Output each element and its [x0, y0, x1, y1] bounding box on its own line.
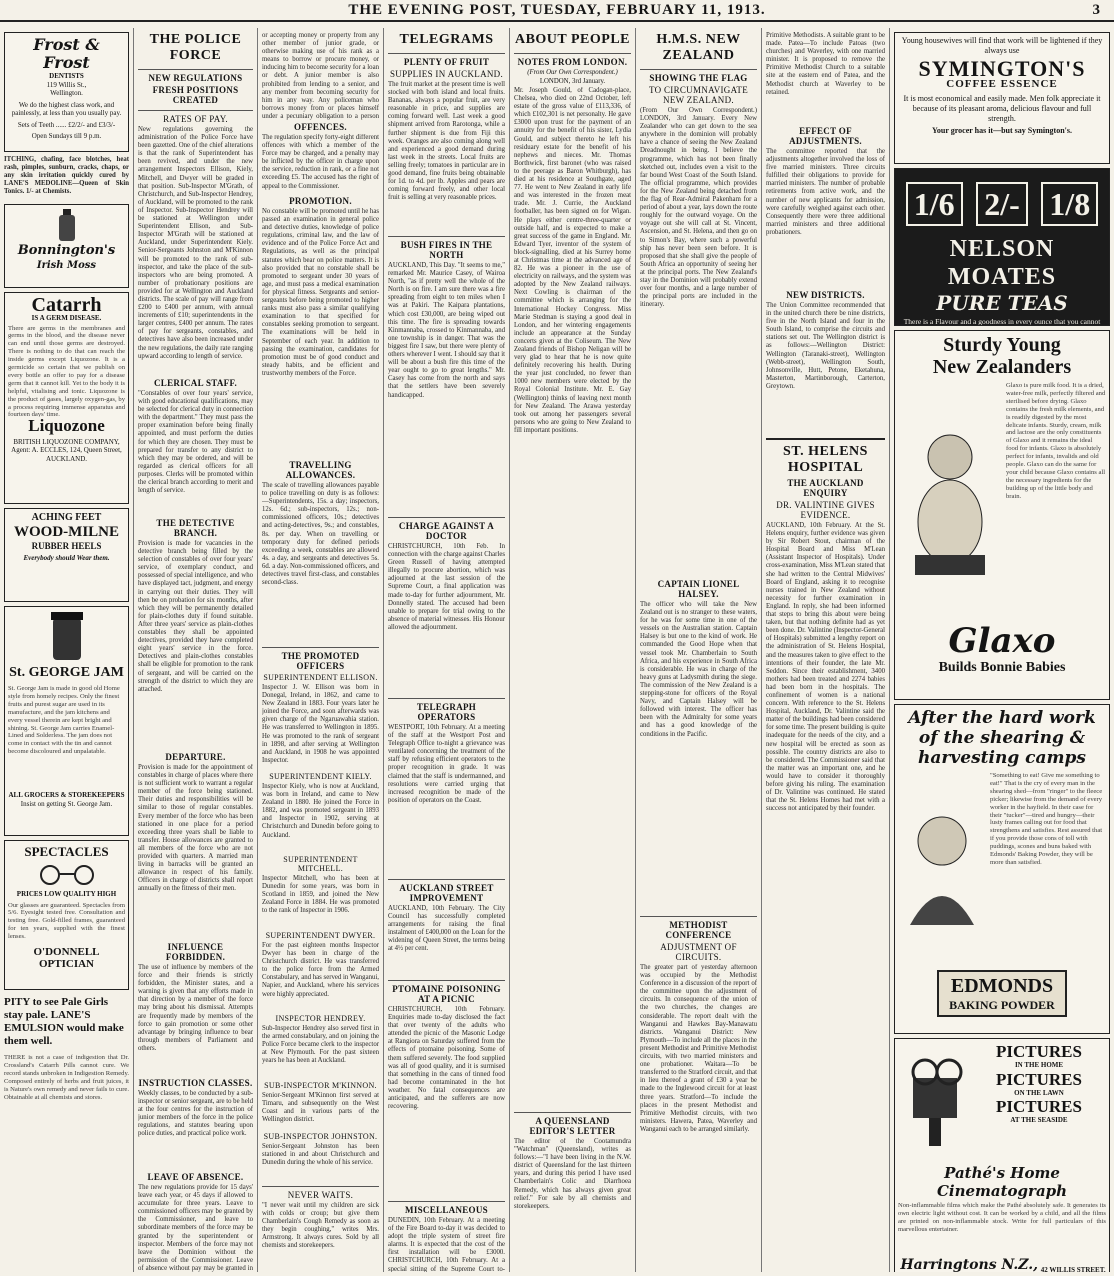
- ad-symington-sub: COFFEE ESSENCE: [946, 78, 1058, 90]
- article-text: For the past eighteen months Inspector Dwyer has been in charge of the Christchurch district. He was transferred to the police force from the Armed Constabulary, and has served in Wanganui, Napier, and Auckland, where his services were highly appreciated.: [262, 942, 379, 998]
- ad-symington-line3: Your grocer has it—but say Symington's.: [931, 126, 1073, 135]
- subhead-sub-inspector-mkinnon: SUB-INSPECTOR M'KINNON.: [264, 1081, 377, 1090]
- article-text: Inspector J. W. Ellison was born in Donegal, Ireland, in 1862, and came to New Zealand in 1883. Four years later he joined the Force, and soon afterwards was given charge of the Ngaruawahia station. He was transferred to Wellington in 1895. He was promoted to the rank of sergeant in 1898, and after serving at Wellington and Auckland, in 1908 he was appointed Inspector.: [262, 684, 379, 764]
- article-text: The committee reported that the adjustments altogether involved the loss of five married ministers. Three circuits fulfilled their obligations to provide for married ministers. The number of probable retirements from active work, and the number of new applicants for admission, were carefully weighed against each other. Consequently there were three additional married ministers and three additional probationers.: [766, 148, 885, 236]
- ad-frost-dentists: [4, 32, 129, 152]
- article-text: Senior-Sergeant M'Kinnon first served at Timaru, and subsequently on the West Coast and in various parts of the Wellington district.: [262, 1092, 379, 1124]
- pathe-address: 42 WILLIS STREET,: [1040, 1265, 1106, 1272]
- ad-symingtons-coffee: [894, 32, 1110, 164]
- article-text: The new regulations provide for 15 days' leave each year, or 45 days if allowed to accumulate for three years. Leave to commissioned officers may be granted by the Commissioner, and leave to subordinate members of the force may be granted by the superintendent or inspector. Members of the force may not leave the Dominion without the permission of the Commissioner. Leave of absence without pay may be granted in: [138, 1184, 253, 1272]
- ad-spectacles-sub: PRICES LOW QUALITY HIGH: [16, 890, 117, 898]
- ad-bonnington: [4, 204, 129, 288]
- column-about-people: [510, 28, 636, 1272]
- tea-prices: [899, 173, 1105, 235]
- subhead-street-improvement: AUCKLAND STREET IMPROVEMENT: [388, 879, 505, 903]
- dateline-london: LONDON, 3rd January.: [539, 78, 606, 85]
- column-telegrams: [384, 28, 510, 1272]
- baking-tin-icon: [898, 962, 1106, 1024]
- column-police-force: [134, 28, 258, 1272]
- article-text: AUCKLAND, This Day. "It seems to me," remarked Mr. Maurice Casey, of Wairoa North, "as if pretty well the whole of the North is on fire. I am sure there was a fire spreading from eight to ten miles when I was at Pakiri. The Kaipara plantations, which cost £30,000, are being wiped out this time. The fire is spreading towards Kinmannaba, crossed to Kinmannaba, and one township is in danger. That was the biggest fire I saw, but there were plenty of others wherever I went. I should say that it will be about a bush fire this time of the year ought to go to great lengths." Mr. Casey has come from the north and says that the settlers have been severely handicapped.: [388, 262, 505, 399]
- subhead-plenty-of-fruit: PLENTY OF FRUIT: [388, 53, 505, 67]
- subhead-fresh-positions: FRESH POSITIONS CREATED: [152, 85, 239, 105]
- article-text: Provision is made for the appointment of constables in charge of places where there is not sufficient work to warrant a regular member of the force being stationed. Their duties and responsibilities will be similar to those of regular constables. Every member of the force who has been stationed in one place for a period exceeding three years shall be liable to transfer. House allowances are granted to all members of the force who are not provided with quarters. A married man living in barracks will be granted an allowance in respect of his family. Officers in charge of districts shall report annually on the fitness of their men.: [138, 764, 253, 893]
- ad-edmonds-h1: After the hard work of the shearing & harvesting camps: [908, 708, 1096, 768]
- ad-wood-milne: [4, 508, 129, 602]
- ad-spectacles-copy: Our glasses are guaranteed. Spectacles from 5/6. Eyesight tested free. Consultation and testing free. Gold-filled frames, guaranteed for ten years, supplied with the finest lenses.: [8, 901, 125, 941]
- subhead-sub-inspector-johnston: SUB-INSPECTOR JOHNSTON.: [263, 1132, 378, 1141]
- ad-symington-line1: Young housewives will find that work will be lightened if they always use: [901, 36, 1103, 55]
- page-number: 3: [1092, 2, 1100, 18]
- jam-jar-icon: [8, 610, 125, 664]
- article-text: The scale of travelling allowances payable to police travelling on duty is as follows:—Superintendents, 15s. a day; inspectors, 12s. 6d.; sub-inspectors, 12s.; non-commissioned officers, 10s.; detectives and acting-detectives, 9s.; and constables, 8s. per day. When on travelling or temporary duty for defined periods exceeding a week, constables are allowed 4s. a day, and sergeants and detectives 5s. 6d. a day. Non-commissioned officers, and detectives travel first-class, and constables second-class.: [262, 482, 379, 587]
- subhead-clerical-staff: CLERICAL STAFF.: [153, 378, 238, 388]
- edmonds-illustration: [898, 772, 1106, 962]
- article-title-police-force: THE POLICE FORCE: [149, 32, 242, 63]
- ad-st-george-jam: [4, 606, 129, 836]
- subhead-never-waits: NEVER WAITS.: [262, 1186, 379, 1200]
- article-text: The officer who will take the New Zealand out is no stranger to these waters, for he was for some time in one of the vessels on the Australian station. Captain Halsey is but one to the kind of work. He commanded the Good Hope when that vessel took Mr. Chamberlain to South Africa, and his experience in South Africa is considerable. He was in charge of the heavy guns at Ladysmith during the siege. The commission of the New Zealand is a stepping-stone for officers of the Royal Navy, and Captain Halsey will be followed with interest. The officer has been with the Admiralty for some years and has a good knowledge of the conditions in the Pacific.: [640, 601, 757, 738]
- bottle-icon: [8, 208, 125, 242]
- baby-icon: [898, 382, 1002, 622]
- subhead-valintine-evidence: DR. VALINTINE GIVES EVIDENCE.: [776, 500, 875, 520]
- article-text: The use of influence by members of the force and their friends is strictly forbidden, the Minister states, and a warning is given that any efforts made in that direction by a member of the force may bring about his dismissal. Attempts are frequently made by members of the force to gain promotion or some other advantage by bringing influence to bear through members of Parliament and others.: [138, 964, 253, 1052]
- ad-pathe-cinematograph: [894, 1038, 1110, 1272]
- ad-glaxo-h1: Sturdy Young: [943, 334, 1061, 356]
- ad-symington-name: SYMINGTON'S: [918, 56, 1086, 81]
- column-police-force-continued: [258, 28, 384, 1272]
- ad-edmonds-baking-powder: [894, 704, 1110, 1034]
- subhead-miscellaneous: MISCELLANEOUS: [388, 1201, 505, 1215]
- article-text: Senior-Sergeant Johnston has been stationed in and about Christchurch and Dunedin during the whole of his service.: [262, 1143, 379, 1167]
- subhead-promotion: PROMOTION.: [289, 196, 352, 206]
- subhead-new-regulations: NEW REGULATIONS: [138, 69, 253, 83]
- subhead-telegraph-operators: TELEGRAPH OPERATORS: [388, 698, 505, 722]
- subhead-supt-ellison: SUPERINTENDENT ELLISON.: [263, 673, 378, 682]
- article-title-about-people: ABOUT PEOPLE: [514, 32, 631, 47]
- article-text: Inspector Kiely, who is now at Auckland, was born in Ireland, and came to New Zealand in 1880. He joined the Force in 1882, and was promoted sergeant in 1893 and Inspector in 1902, serving at Christchurch and Dunedin before going to Auckland.: [262, 783, 379, 839]
- dateline-correspondent: (From Our Own Correspondent.): [527, 69, 618, 76]
- ad-george-note: Insist on getting St. George Jam.: [20, 799, 113, 808]
- ad-george-name: St. GEORGE JAM: [9, 665, 124, 680]
- ad-wood-milne-tag: Everybody should Wear them.: [23, 554, 110, 562]
- ad-catarrh-name: Catarrh: [31, 294, 102, 316]
- ad-wood-milne-name: WOOD-MILNE: [14, 524, 119, 540]
- subhead-methodist-conference: METHODIST CONFERENCE: [640, 916, 757, 940]
- subhead-promoted-officers: THE PROMOTED OFFICERS: [262, 647, 379, 671]
- ad-nelson-moates-tea: [894, 168, 1110, 326]
- ad-edmonds-copy: "Something to eat! Give me something to eat!" That is the cry of every man in the shearing shed—from "ringer" to the fleece picker; likewise from the demand of every worker in the hayfield. In their case for their "tucker"—tired and hungry—their lusty frames calling out for food that strengthens and satisfies. Rest assured that if you provide those cons of toll with puddings, scones and buns baked with Edmonds' Baking Powder, they will be more than satisfied.: [990, 772, 1103, 866]
- ad-frost-line5: Sets of Teeth ...... £2/2/- and £3/3/-: [17, 120, 116, 129]
- column-advertisements-left: [0, 28, 134, 1272]
- subhead-ptomaine: PTOMAINE POISONING AT A PICNIC: [388, 980, 505, 1004]
- article-text: Weekly classes, to be conducted by a sub-inspector or senior sergeant, are to be held at the four centres for the instruction of junior members of the force in the police regulations, and statutes bearing upon police duties, and practical police work.: [138, 1090, 253, 1138]
- subhead-offences: OFFENCES.: [294, 122, 347, 132]
- ad-edmonds-sub: BAKING POWDER: [949, 997, 1055, 1012]
- subhead-supplies-auckland: SUPPLIES IN AUCKLAND.: [389, 69, 504, 79]
- article-text: The fruit market at the present time is well stocked with both island and local fruits. Bananas, always a popular fruit, are very reasonable in price, and supplies are coming forward well. Last week a good shipment arrived from Rarotonga, while a further shipment is due from Fiji this week. Oranges are also coming along well and experienced a good demand during last week in the streets. Local fruits are selling freely; tomatoes in particular are in good demand, fine fruits being obtainable for 1d. to 4d. per lb. Apples and pears are coming forward freely, and other local fruit is selling at very reasonable prices.: [388, 81, 505, 202]
- man-portrait-icon: [898, 772, 986, 962]
- subhead-leave-of-absence: LEAVE OF ABSENCE.: [147, 1172, 244, 1182]
- subhead-rates-of-pay: RATES OF PAY.: [138, 110, 253, 124]
- price-2: 2/-: [976, 182, 1028, 226]
- article-title-hms-new-zealand: H.M.S. NEW ZEALAND: [656, 32, 741, 63]
- ad-edmonds-name: EDMONDS: [950, 974, 1054, 997]
- ad-catarrh-footer: BRITISH LIQUOZONE COMPANY, Agent: A. ECCLES, 124, Queen Street, AUCKLAND.: [11, 437, 122, 463]
- article-text: AUCKLAND, 10th February. The City Council has successfully completed arrangements for raising the final instalment of £400,000 on the Loan for the widening of Queen Street, the terms being at 4½ per cent.: [388, 905, 505, 953]
- pathe-copy: Non-inflammable films which make the Pathé absolutely safe. It generates its own electric light without cost. It can be worked by a child, and all the films are printed on non-inflammable stock. Write for full particulars of this marvellous entertainer.: [898, 1202, 1106, 1233]
- ad-glaxo-tag: Builds Bonnie Babies: [938, 660, 1066, 675]
- subhead-detective-branch: THE DETECTIVE BRANCH.: [156, 518, 235, 538]
- subhead-charge-doctor: CHARGE AGAINST A DOCTOR: [388, 517, 505, 541]
- article-text: "I never wait until my children are sick with colds or croup; but give them Chamberlain's Cough Remedy as soon as they begin coughing," writes Mrs. Armstrong. It always cures. Sold by all chemists and storekeepers.: [262, 1202, 379, 1250]
- projector-icon: [898, 1042, 972, 1164]
- ad-george-footer: ALL GROCERS & STOREKEEPERS: [8, 791, 125, 799]
- column-methodist-st-helens: [762, 28, 890, 1272]
- ad-spectacles-shop: O'DONNELL OPTICIAN: [33, 945, 100, 970]
- ad-catarrh-product: Liquozone: [28, 415, 105, 435]
- ad-catarrh-sub: IS A GERM DISEASE.: [31, 314, 102, 322]
- article-text: (From Our Own Correspondent.) LONDON, 3rd January. Every New Zealander who can get down to the sea anywhere in the dominion will probably have a chance of seeing the New Zealand Dreadnought in being. I believe the programme, which has not been finally sketched out, includes even a visit to the far bound West Coast of the South Island. The official programme, which provides for the New Zealand being detached from the flag of Rear-Admiral Pakenham for a period of about a year, lays down the route roughly for the outward voyage. On the voyage out she will call at St. Vincent, Ascension, and St. Helena, and then go on to Simon's Bay, where such a powerful ship has never been seen before. It is proposed that she shall give the people of South Africa an opportunity of seeing her at the principal ports. The New Zealand's stay in the Dominion will probably extend over four months, and a large number of the principal ports are included in the itinerary.: [640, 107, 757, 309]
- subhead-effect-adjustments: EFFECT OF ADJUSTMENTS.: [789, 126, 862, 146]
- ad-glaxo-h2: New Zealanders: [932, 356, 1072, 378]
- ad-itching: ITCHING, chafing, face blotches, heat rash, pimples, sunburn, cracks, chaps, or any skin irritation quickly cured by LANE'S MEDOLINE—Queen of Skin Tonics. 1/- at Chemists.: [4, 156, 129, 196]
- ad-frost-line2: 119 Willis St.,: [46, 80, 87, 89]
- col1-bottom-notice: THERE is not a case of indigestion that Dr. Crossland's Catarrh Pills cannot cure. We record stands unbroken in Indigestion Remedy. Composed entirely of herbs and fruit juices, it is Nature's own remedy and never fails to cure. Obtainable at all chemists and stores.: [4, 1054, 129, 1101]
- article-text: The editor of the Cootamundra "Watchman" (Queensland), writes as follows:—"I have been living in the N.W. district of Queensland for the last thirteen years, and during this period I have used Chamberlain's Colic and Diarrhoea Remedy, which has always given great relief." For sale by all chemists and storekeepers.: [514, 1138, 631, 1210]
- ad-frost-line1: DENTISTS: [49, 72, 84, 80]
- subhead-departure: DEPARTURE.: [165, 752, 226, 762]
- newspaper-title: THE EVENING POST, TUESDAY, FEBRUARY 11, 1913.: [348, 2, 766, 18]
- price-1-8: 1/8: [1041, 182, 1098, 226]
- subhead-influence-forbidden: INFLUENCE FORBIDDEN.: [165, 942, 226, 962]
- article-text: The Union Committee recommended that in the united church there be nine districts, five in the North Island and four in the South Island, to comprise the circuits and stations set out. The Wellington district is as follows:—Wellington District: Wellington (Taranaki-street), Wellington (Webb-street), Wellington South, Johnsonville, Hutt, Petone, Eketahuna, Masterton, Martinborough, Carterton, Greytown.: [766, 302, 885, 390]
- pathe-line2: IN THE HOME: [1014, 1061, 1064, 1069]
- ad-glaxo: [894, 330, 1110, 700]
- spectacles-icon: [8, 860, 125, 890]
- article-text: Sub-Inspector Hendrey also served first in the armed constabulary, and on joining the Police Force became clerk to the inspector at New Plymouth. For the past sixteen years he has been at Auckland.: [262, 1025, 379, 1065]
- column-hms-new-zealand: [636, 28, 762, 1272]
- pathe-firm: Harringtons N.Z.,: [900, 1257, 1038, 1272]
- ad-spectacles-name: SPECTACLES: [24, 844, 109, 859]
- pathe-headlines: [898, 1042, 1106, 1164]
- pathe-line5: PICTURES: [996, 1097, 1082, 1116]
- ad-bonnington-name: Bonnington's: [17, 243, 116, 258]
- subhead-travelling-allowances: TRAVELLING ALLOWANCES.: [285, 460, 356, 480]
- subhead-new-districts: NEW DISTRICTS.: [786, 290, 865, 300]
- article-text: New regulations governing the administration of the Police Force have been gazetted. One of the chief alterations is that the rank of Superintendent has been revived, and under the new arrangement Inspectors Ellison, Kiely, Mitchell, and Dwyer will be graded in that position. Sub-Inspector M'Grath, of Christchurch, and Sub-Inspector Hendrey, of Auckland, will be promoted to the rank of Inspector. Sub-Inspector Hendrey will be stationed at Wellington under Superintendent Ellison, and Sub-Inspector M'Grath will be stationed at Auckland, under Superintendent Kiely. Senior-Sergeants Johnston and M'Kinnon will be promoted to the rank of sub-inspector, and take the place of the sub-inspectors who are being promoted. A number of probationary positions are provided for at Wellington and Auckland districts. The scale of pay will range from £200 to £400 per annum, with annual increments of £10; superintendents in the larger centres, £400 per annum. The rates of pay for sergeants, constables, and detectives have also been increased under the new regulations, the daily rate ranging upward according to length of service.: [138, 126, 253, 360]
- subhead-supt-dwyer: SUPERINTENDENT DWYER.: [265, 931, 376, 940]
- subhead-supt-kiely: SUPERINTENDENT KIELY.: [269, 772, 372, 781]
- article-title-telegrams: TELEGRAMS: [399, 32, 494, 47]
- ad-catarrh-copy: There are germs in the membranes and germs in the blood, and the disease never can end until those germs are destroyed. There is nothing to do that can reach the inside germs except Liquozone. It is a germicide so certain that we publish on every bottle an offer to pay for a disease germ that it cannot kill. Yet to the body it is helpful, vitalising and tonic. Liquozone is the product of gases, largely oxygen-gas, by a process requiring immense apparatus and fourteen days' time.: [8, 324, 125, 417]
- article-text: CHRISTCHURCH, 10th February. Enquiries made to-day disclosed the fact that over twenty of the adults who attended the picnic of the Masonic Lodge at Rangiora on Saturday suffered from the effects of ptomaine poisoning. Some of them suffered severely. The food supplied was all of good quality, and it is surmised that something in the cans of tinned food had become contaminated in the hot weather. No fatal consequences are anticipated, and the sufferers are now recovering.: [388, 1006, 505, 1111]
- ad-odonnell-spectacles: [4, 840, 129, 990]
- article-text: AUCKLAND, 10th February. At the St. Helens enquiry, further evidence was given by Sir Robert Stout, chairman of the Hospital Board and Miss M'Lean (Assistant Inspector of Hospitals). Under cross-examination, Miss M'Lean stated that she had written to the Central Midwives' Board of England, asking it to recognise nurses trained in New Zealand without necessity for further examination in England. In reply, she had been informed that steps to bring this about were being taken, but that nothing definite had as yet been done. Dr. Valintine (Inspector-General of Hospitals) submitted a lengthy report on the administration of St. Helens Hospital, and the measures taken to give effect to the intentions of their founder, the late Mr. Seddon. Since their establishment, 3400 mothers had been treated and 2274 babies had been born in the hospitals. The confinement of women is a national concern. With reference to the St. Helens Hospital, Auckland, Dr. Valintine said the matter of the buildings had been considered for some time. The present building is quite inadequate for the needs of the city, and a new hospital will be erected as soon as possible. The country districts are also to be considered. The Commissioner said that the matter was an important one, and he would have to consider it thoroughly before giving his ruling. The examination of Dr. Valintine was continued. He stated that the St. Helens Homes had met with a success not anticipated by their founder.: [766, 522, 885, 813]
- ad-george-copy: St. George Jam is made in good old Home style from homely recipes. Only the finest fruits and purest sugar are used in its manufacture, and the jam kitchens and every vessel therein are kept bright and shining. St. George Jam carries Enamel-Lined and Solderless. The jam does not come in contact with the tin and cannot become discoloured and unpalatable.: [8, 685, 120, 756]
- pathe-line6: AT THE SEASIDE: [1010, 1116, 1068, 1124]
- article-title-st-helens: ST. HELENS HOSPITAL: [766, 438, 885, 476]
- price-1-6: 1/6: [906, 182, 963, 226]
- ad-catarrh-liquozone: [4, 292, 129, 504]
- article-text: or accepting money or property from any other member of junior grade, or otherwise making use of his rank as a means to borrow or procure money, or inducing him to become security for a loan or debt. A junior member is also prohibited from lending to a senior, and any member from becoming security for him in any way. Any policeman who borrows money from or places himself under a pecuniary obligation to a person: [262, 32, 379, 120]
- ad-lanes-emulsion: PITY to see Pale Girls stay pale. LANE'S EMULSION would make them well.: [4, 996, 124, 1047]
- article-text: DUNEDIN, 10th February. At a meeting of the Fire Board to-day it was decided to adopt the triple system of street fire alarms. It is expected that the cost of the first installation will be £3000. CHRISTCHURCH, 10th February. At a special sitting of the Supreme Court to-: [388, 1217, 505, 1272]
- ad-frost-line3: Wellington.: [50, 89, 83, 97]
- subhead-adjustment-circuits: ADJUSTMENT OF CIRCUITS.: [660, 942, 737, 962]
- glaxo-illustration: [898, 382, 1106, 622]
- subhead-queensland-editor: A QUEENSLAND EDITOR'S LETTER: [514, 1112, 631, 1136]
- ad-symington-line2: It is most economical and easily made. Men folk appreciate it because of its pleasant aroma, delicious flavour and full strength.: [903, 94, 1101, 123]
- article-text: "Constables of over four years' service, with good educational qualifications, may be selected for clerical duty in connection with the department." They must pass the proper examination before being finally appointed, and must perform the duties for which they are chosen. They must be prepared for transfer to any district to which they may be ordered, and will be regarded as clerical officers for all purposes. Clerks will be promoted within the clerical branch according to merit and length of service.: [138, 390, 253, 495]
- subhead-circumnavigate: TO CIRCUMNAVIGATE NEW ZEALAND.: [648, 85, 749, 105]
- pathe-line3: PICTURES: [996, 1069, 1082, 1089]
- masthead: [0, 0, 1114, 22]
- article-text: WESTPORT, 10th February. At a meeting of the staff at the Westport Post and Telegraph Office to-night a grievance was ventilated concerning the treatment of the staff by refusing efficient operators to the proper recognition in grade. It was claimed that the staff is undermanned, and resolutions were carried urging that increased recognition be made of the position of operators on the Coast.: [388, 724, 505, 804]
- article-text: No constable will be promoted until he has passed an examination in general police and detective duties, knowledge of police regulations, criminal law, and the law of evidence and of the Police Force Act and Regulations, as well as the principal statutes which bear on police matters. It is also provided that no constable shall be promoted to sergeant under 30 years of age, and must pass a medical examination for physical fitness. Sergeants and senior-sergeants before being promoted to higher ranks must also pass a similar qualifying examination to that specified for constables seeking promotion to sergeant. The examinations will be held in September of each year. In addition to passing the examination, candidates for promotion must be of good conduct and steady habits, and be efficient and trustworthy members of the Force.: [262, 208, 379, 377]
- article-text: Mr. Joseph Gould, of Cadogan-place, Chelsea, who died on 22nd October, left estate of the gross value of £113,336, of which £102,301 is net personalty. He gave £3000 upon trust for the payment of an annuity for the benefit of his sister, Lydia Gould, and subject thereto he left his residuary estate for the benefit of his nephews and nieces. Mr. Thomas Borthwick, first baronet (who was raised to the peerage as Baron Whitburgh), has died at his residence at Southgate, aged 77. He went to New Zealand in early life and was interested in the frozen meat trade. Mr. J. Currie, the Auckland footballer, has been signed on for Wigan. He plays either centre-three-quarter or outside half, and is expected to make a great success of the game in England. Mr. Edward Tyer, inventor of the system of block-signalling, died at his Surrey home at Christmas time at the advanced age of 82. He was a pioneer in the use of electricity on railways, and the system was adopted by the New Zealand railways. Next Cowling is chairman of the committee which is arranging for the International Hockey Congress. Miss Marie Stedman is staying a good deal in London, and her wintering engagements include an appearance at the Sunday concerts given at the Coliseum. The New Zealand friends of Bishop Neligan will be very glad to hear that he is now quite definitely recovering his health. During the year just concluded, no fewer than 1000 new members were elected by the Royal Colonial Institute. Mr. E. Gay (Wellington) thinks of leaving next month for New Zealand. The Arawa yesterday took out among her passengers several persons who are going to New Zealand to fill important positions.: [514, 87, 631, 434]
- pathe-lines: [972, 1042, 1106, 1164]
- pathe-line4: ON THE LAWN: [1014, 1088, 1064, 1097]
- ad-glaxo-logo: Glaxo: [948, 621, 1056, 661]
- article-text: The regulation specify forty-eight different offences with which a member of the Force may be charged, and a penalty may be inflicted by the officer in charge upon the service, reduction in rank, or a fine not exceeding £5. The accused has the right of appeal to the Commissioner.: [262, 134, 379, 190]
- article-text: Provision is made for vacancies in the detective branch being filled by the selection of constables of over four years' service, of exemplary conduct, and possessed of special intelligence, and who have displayed tact, judgment, and energy in carrying out their duties. They will then be on probation for six months, after which they will be permanently detailed for plain-clothes duty if found suitable. After three years' service as plain-clothes constables they shall be appointed detectives, provided they have completed eight years' service in the force. Detectives and plain-clothes constables shall be eligible for promotion to the rank of sergeant, and will be carried on the strength of the district to which they are attached.: [138, 540, 253, 693]
- subhead-bush-fires: BUSH FIRES IN THE NORTH: [388, 236, 505, 260]
- subhead-inspector-hendrey: INSPECTOR HENDREY.: [275, 1014, 366, 1023]
- article-text: Primitive Methodists. A suitable grant to be made. Patea—To include Patoas (two churches) and Waverley, with one married minister. It is proposed to remove the Primitive Methodist Church to a suitable site at the eastern end of Patea, and the Methodist church at Waverley to be retained.: [766, 32, 885, 96]
- ad-frost-line6: Open Sundays till 9 p.m.: [31, 132, 102, 140]
- ad-nelson-name: NELSON MOATES: [947, 236, 1057, 290]
- subhead-captain-halsey: CAPTAIN LIONEL HALSEY.: [657, 579, 740, 599]
- subhead-auckland-enquiry: THE AUCKLAND ENQUIRY: [787, 478, 864, 498]
- pathe-line1: PICTURES: [996, 1042, 1082, 1061]
- pathe-name: Pathé's Home Cinematograph: [936, 1164, 1068, 1200]
- article-text: Inspector Mitchell, who has been at Dunedin for some years, was born in Scotland in 1859, and joined the New Zealand Force in 1884. He was promoted to the rank of Inspector in 1906.: [262, 875, 379, 915]
- ad-frost-name: Frost & Frost: [33, 35, 100, 72]
- article-text: CHRISTCHURCH, 10th Feb. In connection with the charge against Charles Green Russell of having attempted illegally to procure abortion, which was adjourned at the last session of the Supreme Court, a final application was made to-day for further adjournment, Mr. Donnelly stated. The accused had been unable to prepare for trial owing to the absence of material witnesses. His Honour allowed the adjournment.: [388, 543, 505, 631]
- ad-glaxo-copy: Glaxo is pure milk food. It is a dried, water-free milk, perfectly filtered and sterilised before drying. Glaxo contains the fresh milk elements, and is readily digested by the most delicate infants. Sturdy, cream, milk and lactose are the only constituents of Glaxo and it remains the ideal food for infants. Glaxo is absolutely perfect for infants, invalids and old people. Glaxo can do the same for your child because Glaxo contains all the necessary ingredients for the building up of the little body and brain.: [1006, 382, 1106, 500]
- ad-nelson-line: There is a Flavour and a goodness in every ounce that you cannot: [903, 317, 1101, 326]
- ad-aching-title: ACHING FEET: [31, 512, 102, 523]
- subhead-instruction-classes: INSTRUCTION CLASSES.: [138, 1078, 253, 1088]
- article-text: The greater part of yesterday afternoon was occupied by the Methodist Conference in a discussion of the report of the committee upon the adjustment of circuits. In consequence of the union of the two churches, the changes are considerable. The report dealt with the Wanganui and Hawkes Bay-Manawatu districts. Wanganui District: New Plymouth—To include all the places in the present Methodist and Primitive Methodist circuits, with two married ministers and one probationer. Waitara—To be transferred to the Stratford circuit, and that in lieu thereof a grant of £30 a year be made to the Inglewood circuit for at least three years. Stratford—To include the places in the present Methodist and Primitive Methodist circuits, with two ministers. Hawera, Patea, Waverley and Wanganui each to be arranged similarly.: [640, 964, 757, 1133]
- subhead-notes-london: NOTES FROM LONDON.: [514, 53, 631, 67]
- subhead-supt-mitchell: SUPERINTENDENT MITCHELL.: [283, 855, 358, 873]
- ad-bonnington-sub: Irish Moss: [36, 260, 97, 271]
- subhead-showing-flag: SHOWING THE FLAG: [640, 69, 757, 83]
- ad-wood-milne-sub: RUBBER HEELS: [31, 541, 102, 551]
- ad-frost-line4: We do the highest class work, and painlessly, at less than you usually pay.: [11, 100, 122, 117]
- ad-nelson-sub: PURE TEAS: [936, 291, 1068, 315]
- column-advertisements-right: [890, 28, 1114, 1272]
- pathe-footer: [898, 1256, 1106, 1272]
